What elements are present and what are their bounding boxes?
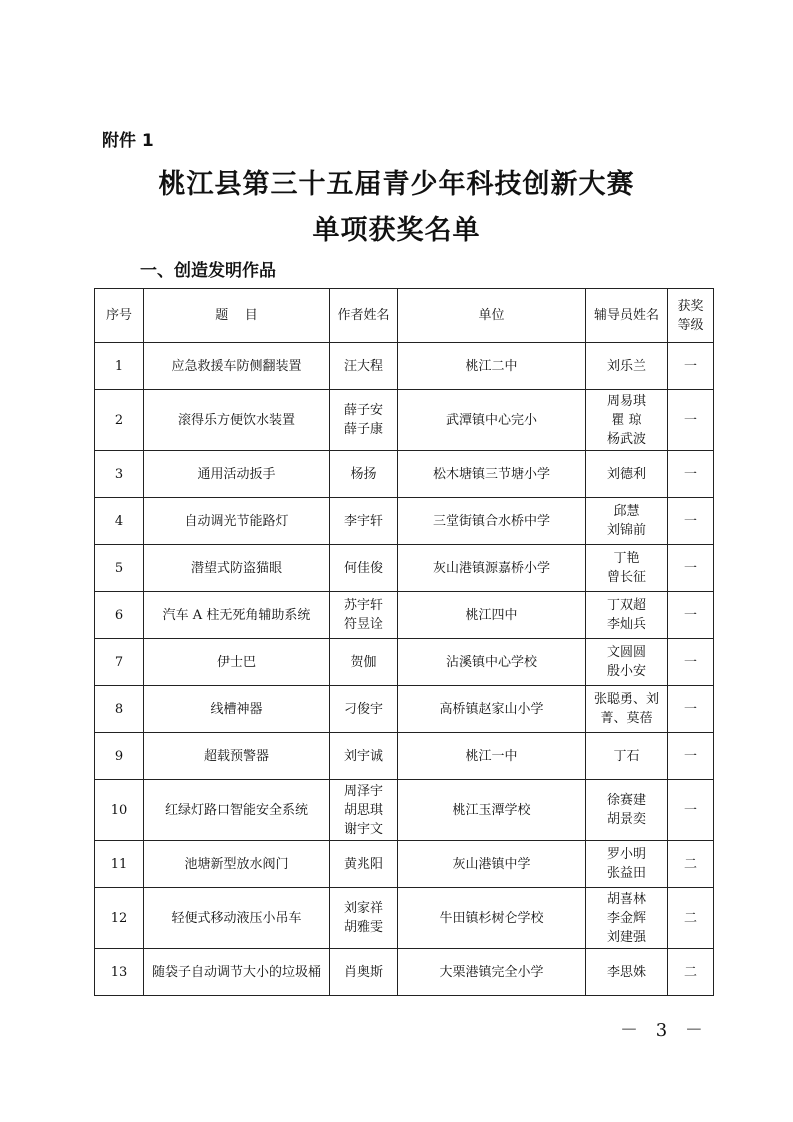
row-advisors: 胡喜林 李金辉 刘建强	[586, 888, 668, 949]
row-award: 一	[668, 639, 714, 686]
row-title: 潜望式防盗猫眼	[144, 545, 330, 592]
row-advisors: 丁艳 曾长征	[586, 545, 668, 592]
row-no: 9	[95, 733, 144, 780]
document-title: 桃江县第三十五届青少年科技创新大赛	[158, 169, 635, 200]
row-unit: 灰山港镇中学	[398, 841, 586, 888]
row-title: 红绿灯路口智能安全系统	[144, 780, 330, 841]
row-no: 5	[95, 545, 144, 592]
header-award: 获奖 等级	[668, 289, 714, 343]
table-row	[95, 949, 714, 996]
row-unit: 高桥镇赵家山小学	[398, 686, 586, 733]
row-award: 一	[668, 343, 714, 390]
row-award: 二	[668, 841, 714, 888]
row-award: 一	[668, 451, 714, 498]
row-authors: 刘宇诚	[330, 733, 398, 780]
row-title: 应急救援车防侧翻装置	[144, 343, 330, 390]
row-unit: 桃江四中	[398, 592, 586, 639]
row-award: 一	[668, 498, 714, 545]
row-unit: 桃江一中	[398, 733, 586, 780]
row-award: 一	[668, 592, 714, 639]
row-title: 通用活动扳手	[144, 451, 330, 498]
row-advisors: 丁双超 李灿兵	[586, 592, 668, 639]
row-title: 自动调光节能路灯	[144, 498, 330, 545]
row-unit: 沾溪镇中心学校	[398, 639, 586, 686]
row-authors: 李宇轩	[330, 498, 398, 545]
document-subtitle: 单项获奖名单	[312, 215, 481, 246]
page-number: － 3 －	[620, 1020, 709, 1041]
row-unit: 松木塘镇三节塘小学	[398, 451, 586, 498]
row-unit: 桃江玉潭学校	[398, 780, 586, 841]
row-award: 二	[668, 949, 714, 996]
row-award: 一	[668, 780, 714, 841]
row-authors: 薛子安 薛子康	[330, 390, 398, 451]
row-authors: 何佳俊	[330, 545, 398, 592]
row-no: 10	[95, 780, 144, 841]
row-authors: 刁俊宇	[330, 686, 398, 733]
table-row	[95, 343, 714, 390]
row-no: 4	[95, 498, 144, 545]
table-row	[95, 592, 714, 639]
award-table	[94, 288, 714, 996]
row-no: 13	[95, 949, 144, 996]
section-heading: 一、创造发明作品	[140, 261, 276, 281]
row-title: 池塘新型放水阀门	[144, 841, 330, 888]
row-unit: 牛田镇杉树仑学校	[398, 888, 586, 949]
row-title: 随袋子自动调节大小的垃圾桶	[144, 949, 330, 996]
row-no: 2	[95, 390, 144, 451]
table-row	[95, 545, 714, 592]
row-advisors: 刘乐兰	[586, 343, 668, 390]
header-advisors: 辅导员姓名	[586, 289, 668, 343]
row-authors: 汪大程	[330, 343, 398, 390]
table-header-row	[95, 289, 714, 343]
row-advisors: 周易琪 瞿 琼 杨武波	[586, 390, 668, 451]
table-row	[95, 390, 714, 451]
row-advisors: 丁石	[586, 733, 668, 780]
row-unit: 大栗港镇完全小学	[398, 949, 586, 996]
table-row	[95, 780, 714, 841]
header-title: 题 目	[144, 289, 330, 343]
row-title: 轻便式移动液压小吊车	[144, 888, 330, 949]
row-authors: 肖奥斯	[330, 949, 398, 996]
row-no: 6	[95, 592, 144, 639]
row-title: 滚得乐方便饮水装置	[144, 390, 330, 451]
row-title: 伊士巴	[144, 639, 330, 686]
row-advisors: 李思姝	[586, 949, 668, 996]
row-award: 一	[668, 686, 714, 733]
row-authors: 贺伽	[330, 639, 398, 686]
row-advisors: 罗小明 张益田	[586, 841, 668, 888]
table-body	[95, 343, 714, 996]
row-authors: 黄兆阳	[330, 841, 398, 888]
table-row	[95, 888, 714, 949]
table-row	[95, 841, 714, 888]
table-row	[95, 686, 714, 733]
row-unit: 三堂街镇合水桥中学	[398, 498, 586, 545]
row-advisors: 徐赛建 胡景奕	[586, 780, 668, 841]
row-no: 8	[95, 686, 144, 733]
row-award: 一	[668, 390, 714, 451]
row-no: 12	[95, 888, 144, 949]
row-title: 线槽神器	[144, 686, 330, 733]
row-unit: 桃江二中	[398, 343, 586, 390]
row-no: 7	[95, 639, 144, 686]
row-award: 一	[668, 733, 714, 780]
row-no: 3	[95, 451, 144, 498]
attachment-label: 附件 1	[102, 131, 154, 151]
row-authors: 苏宇轩 符昱诠	[330, 592, 398, 639]
table-row	[95, 451, 714, 498]
row-advisors: 张聪勇、刘 菁、莫蓓	[586, 686, 668, 733]
table-row	[95, 733, 714, 780]
header-no: 序号	[95, 289, 144, 343]
row-unit: 灰山港镇源嘉桥小学	[398, 545, 586, 592]
row-no: 11	[95, 841, 144, 888]
header-authors: 作者姓名	[330, 289, 398, 343]
row-authors: 刘家祥 胡雅雯	[330, 888, 398, 949]
row-award: 一	[668, 545, 714, 592]
row-title: 超载预警器	[144, 733, 330, 780]
row-advisors: 邱慧 刘锦前	[586, 498, 668, 545]
row-award: 二	[668, 888, 714, 949]
row-advisors: 文圆圆 殷小安	[586, 639, 668, 686]
row-authors: 周泽宇 胡思琪 谢宇文	[330, 780, 398, 841]
row-unit: 武潭镇中心完小	[398, 390, 586, 451]
row-authors: 杨扬	[330, 451, 398, 498]
table-row	[95, 639, 714, 686]
table-row	[95, 498, 714, 545]
row-advisors: 刘德利	[586, 451, 668, 498]
row-title: 汽车 A 柱无死角辅助系统	[144, 592, 330, 639]
row-no: 1	[95, 343, 144, 390]
header-unit: 单位	[398, 289, 586, 343]
